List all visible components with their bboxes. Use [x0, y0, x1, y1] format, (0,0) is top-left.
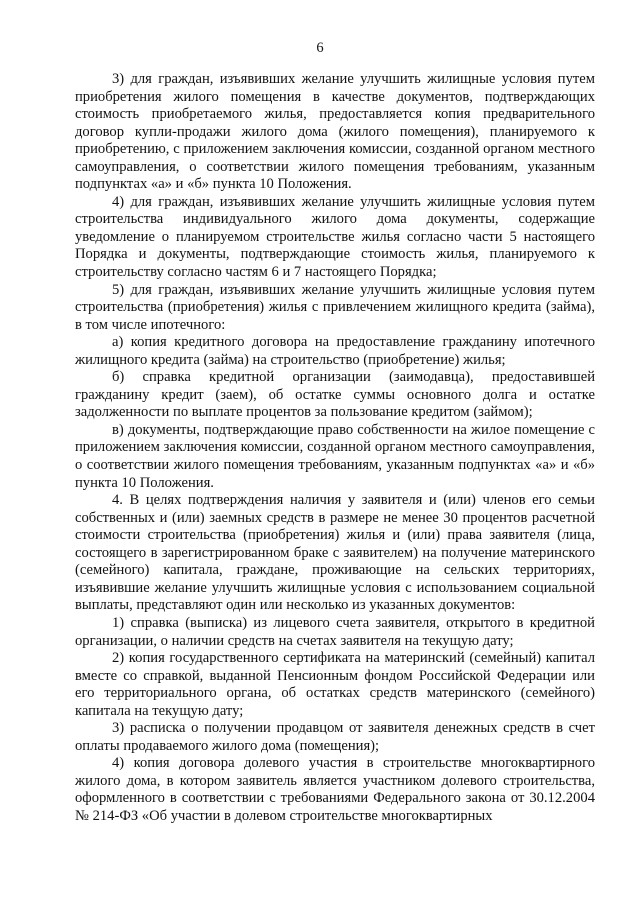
- paragraph-3-purchase: 3) для граждан, изъявивших желание улучшить жилищные условия путем приобретения жилого помещения в качестве документов, подтверждающих стоимость приобретаемого жилья, предоставляется копия предварительного договор купли-продажи жилого дома (жилого помещения), планируемого к приобретению, с приложением заключения комиссии, созданной органом местного самоуправления, о соответствии жилого помещения требованиям, указанным подпунктах «а» и «б» пункта 10 Положения.: [75, 71, 595, 193]
- paragraph-4-construction: 4) для граждан, изъявивших желание улучшить жилищные условия путем строительства индивидуального жилого дома документы, содержащие уведомление о планируемом строительстве жилья согласно части 5 настоящего Порядка и документы, подтверждающие стоимость жилья, планируемого к строительству согласно частям 6 и 7 настоящего Порядка;: [75, 193, 595, 281]
- section-4-item-2: 2) копия государственного сертификата на материнский (семейный) капитал вместе со справкой, выданной Пенсионным фондом Российской Федерации или его территориального органа, об остатках средств материнского (семейного) капитала на текущую дату;: [75, 650, 595, 719]
- paragraph-5a: а) копия кредитного договора на предоставление гражданину ипотечного жилищного кредита (займа) на строительство (приобретение) жилья;: [75, 334, 595, 368]
- section-4-item-1: 1) справка (выписка) из лицевого счета заявителя, открытого в кредитной организации, о наличии средств на счетах заявителя на текущую дату;: [75, 614, 595, 649]
- paragraph-5v: в) документы, подтверждающие право собственности на жилое помещение с приложением заключения комиссии, созданной органом местного самоуправления, о соответствии жилого помещения требованиям, указанным подпунктах «а» и «б» пункта 10 Положения.: [75, 421, 595, 491]
- page-number: 6: [316, 40, 324, 56]
- paragraph-5-mortgage: 5) для граждан, изъявивших желание улучшить жилищные условия путем строительства (приобретения) жилья с привлечением жилищного кредита (займа), в том числе ипотечного:: [75, 281, 595, 333]
- section-4-item-3: 3) расписка о получении продавцом от заявителя денежных средств в счет оплаты продаваемого жилого дома (помещения);: [75, 720, 595, 754]
- paragraph-5b: б) справка кредитной организации (заимодавца), предоставившей гражданину кредит (заем), об остатке суммы основного долга и остатке задолженности по выплате процентов за пользование кредитом (займом);: [75, 369, 595, 421]
- section-4-heading-paragraph: 4. В целях подтверждения наличия у заявителя и (или) членов его семьи собственных и (или) заемных средств в размере не менее 30 процентов расчетной стоимости строительства (приобретения) жилья и (или) права заявителя (лица, состоящего в зарегистрированном браке с заявителем) на получение материнского (семейного) капитала, граждане, проживающие на сельских территориях, изъявившие желание улучшить жилищные условия с использованием социальной выплаты, представляют один или несколько из указанных документов:: [75, 492, 595, 614]
- section-4-item-4: 4) копия договора долевого участия в строительстве многоквартирного жилого дома, в котором заявитель является участником долевого строительства, оформленного в соответствии с требованиями Федерального закона от 30.12.2004 № 214-ФЗ «Об участии в долевом строительстве многоквартирных: [75, 755, 595, 824]
- body-text: [75, 71, 595, 826]
